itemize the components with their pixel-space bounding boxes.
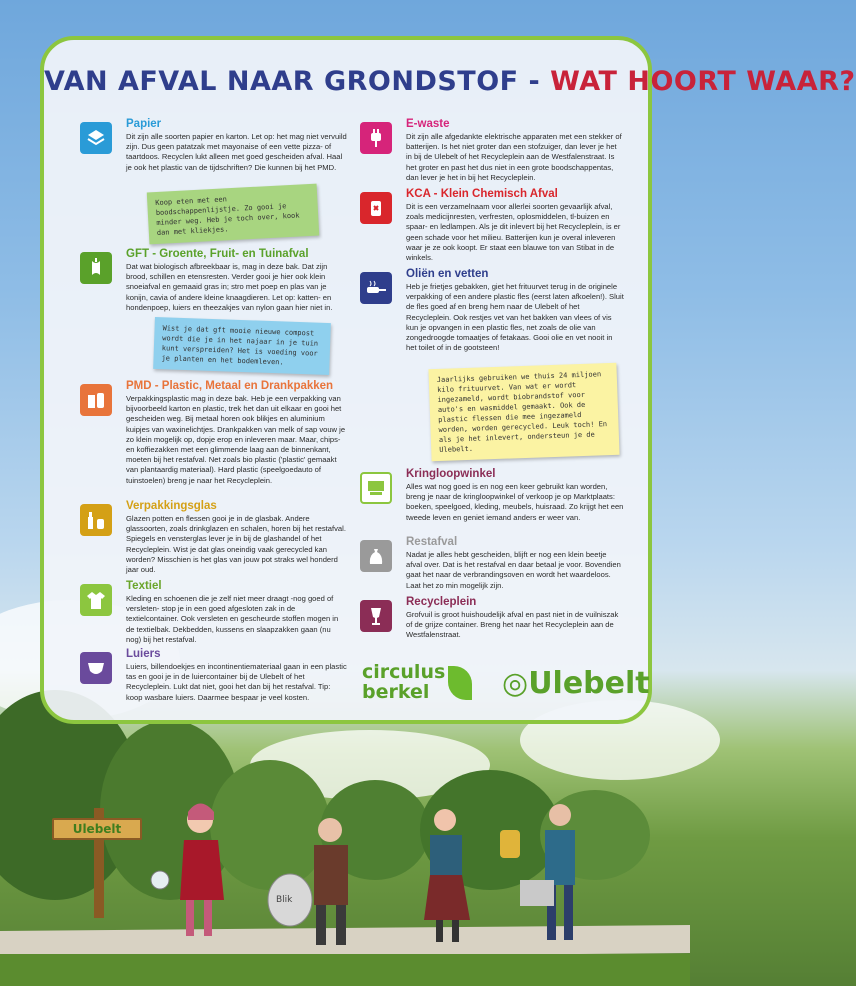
entry-text: Verpakkingsplastic mag in deze bak. Heb je een verpakking van bijvoorbeeld karton en plastic, trek het dan uit elkaar en gooi het gescheiden weg. Bij metaal horen ook blikjes en aluminium kuipjes van waxinelichtjes. Drankpakken van melk of sap vouw je zo klein mogelijk op, dopje erop en inleveren maar. Maar, chips- en koffiezakken met een glimmende laag aan de binnenkant, moeten bij het restafval. Net zoals bio plastic ('plastic' gemaakt van plantaardig materiaal). Hard plastic (speelgoedauto of tuinstoelen) breng je naar het Recycleplein.	[126, 394, 346, 485]
frying-pan-icon	[360, 272, 392, 304]
woman-blue-top	[424, 809, 470, 942]
entry-heading: Verpakkingsglas	[126, 500, 217, 512]
entry-text: Dit is een verzamelnaam voor allerlei soorten gevaarlijk afval, zoals medicijnresten, verfresten, oplosmiddelen, tl-buizen en spaar- en ledlampen. Als je dit inlevert bij het Recycleplein, is er geen schade voor het milieu. Batterijen kun je overal inleveren waar je ze ook koopt. Er staat een blauwe ton van Stibat in de winkels.	[406, 202, 621, 263]
info-panel	[40, 36, 856, 724]
tip-note-blue: Wist je dat gft mooie nieuwe compost wordt die je in het najaar in je tuin kunt verspreiden? Het is voeding voor je planten en het bodemleven.	[153, 317, 331, 375]
woman-red-dress	[151, 804, 224, 937]
grass	[0, 954, 690, 986]
entry-heading: Papier	[126, 118, 162, 130]
entry-heading: Recycleplein	[406, 596, 477, 608]
logo-line2: berkel	[362, 681, 430, 703]
logo-line1: circulus	[362, 661, 446, 683]
entry-text: Grofvuil is groot huishoudelijk afval en past niet in de vuilniszak of de grijze container. Breng het naar het Recycleplein aan de Westfalenstraat.	[406, 610, 619, 640]
entry-text: Dit zijn alle afgedankte elektrische apparaten met een stekker of batterijen. Is het niet groter dan een stofzuiger, dan lever je het in bij de Ulebelt of het Recycleplein aan de Westfalenstraat. Is het groter en past het dus niet in een grote boodschappentas, dan lever je het in bij het Recycleplein.	[406, 132, 622, 182]
title-separator: -	[528, 66, 541, 97]
man-hat-jar	[500, 804, 575, 940]
apple-core-icon	[80, 252, 112, 284]
entry-heading: Restafval	[406, 536, 458, 548]
title-part2: WAT HOORT WAAR?	[550, 66, 856, 97]
plug-icon	[360, 122, 392, 154]
entry-text: Luiers, billendoekjes en incontinentiemateriaal gaan in een plastic tas en gooi je in de luiercontainer bij de Ulebelt of het Recycleplein. Lukt dat niet, gooi het dan bij het restafval. Tip: koop wasbare luiers. Daarmee bespaar je veel kosten.	[126, 662, 347, 702]
ulebelt-logo	[502, 666, 650, 701]
entry-text: Kleding en schoenen die je zelf niet meer draagt -nog goed of versleten- stop je in een goed afgesloten zak in de textielcontainer. Ook versleten en gescheurde stoffen mogen in de textielbak. Dekbedden, kussens en slaapzakken gaan (nu nog) bij het restafval.	[126, 594, 339, 644]
entry-heading: Oliën en vetten	[406, 268, 489, 280]
paper-icon	[80, 122, 112, 154]
diaper-icon	[80, 652, 112, 684]
packaging-icon	[80, 384, 112, 416]
bag-label: Blik	[276, 895, 293, 905]
entry-heading: E-waste	[406, 118, 450, 130]
entry-heading: Luiers	[126, 648, 161, 660]
entry-text: Nadat je alles hebt gescheiden, blijft er nog een klein beetje afval over. Dat is het restafval en daar betaal je voor. Bovendien gaat het naar de verbrandingsoven en wordt het waardeloos. Laat het zo min mogelijk zijn.	[406, 550, 621, 590]
tip-note-yellow: Jaarlijks gebruiken we thuis 24 miljoen kilo frituurvet. Van wat er wordt ingezameld, wordt biobrandstof voor auto's en wasmiddel gemaakt. Ook de plastic flessen die mee ingezameld worden, worden gerecycled. Leuk toch! En als je het inlevert, ondersteun je de Ulebelt.	[428, 363, 619, 462]
page-title	[44, 66, 856, 97]
glass-icon	[360, 600, 392, 632]
entry-text: Heb je frietjes gebakken, giet het frituurvet terug in de originele verpakking of een andere plastic fles (eerst laten afkoelen!). Sluit de fles goed af en breng hem naar de Ulebelt of het Recycleplein. Ook restjes vet van het bakken van vlees of vis kun je opvangen in een plastic fles, net zoals de olie van zongedroogde tomaatjes of fetakaas. Gooi olie en vet nooit in het toilet of in de gootsteen!	[406, 282, 624, 353]
entry-heading: Kringloopwinkel	[406, 468, 496, 480]
tip-note-green: Koop eten met een boodschappenlijstje. Zo gooi je minder weg. Heb je toch over, kook dan met kliekjes.	[147, 184, 319, 245]
recycle-shop-icon	[360, 472, 392, 504]
ulebelt-sign: Ulebelt	[52, 818, 142, 840]
title-part1: VAN AFVAL NAAR GRONDSTOF	[44, 66, 519, 97]
entry-heading: KCA - Klein Chemisch Afval	[406, 188, 558, 200]
entry-heading: PMD - Plastic, Metaal en Drankpakken	[126, 380, 334, 392]
man-grey-coat	[268, 818, 348, 945]
entry-text: Dit zijn alle soorten papier en karton. Let op: het mag niet vervuild zijn. Dus geen patatzak met mayonaise of een vette pizza- of taartdoos. Recyclen lukt alleen met goed gescheiden afval. Haal je ook het plastic van de tijdschriften? Die kunnen bij het PMD.	[126, 132, 347, 172]
bottles-icon	[80, 504, 112, 536]
entry-heading: GFT - Groente, Fruit- en Tuinafval	[126, 248, 309, 260]
trash-bag-icon	[360, 540, 392, 572]
leaf-icon	[448, 666, 472, 700]
chemical-icon	[360, 192, 392, 224]
circulus-berkel-logo	[362, 662, 445, 702]
entry-text: Dat wat biologisch afbreekbaar is, mag in deze bak. Dat zijn brood, schillen en etensresten. Verder gooi je hier ook klein snoeiafval en gemaaid gras in; stro met poep en plas van je konijn, cavia of andere kleine knaagdieren. Let op: katten- en hondenpoep, luiers en theezakjes van nylon gaan hier niet in.	[126, 262, 333, 312]
walking-people-illustration	[140, 790, 620, 950]
entry-text: Alles wat nog goed is en nog een keer gebruikt kan worden, breng je naar de kringloopwinkel of verkoop je op Marktplaats: boeken, speelgoed, kleding, meubels, huisraad. Zo krijgt het een tweede leven en geniet iemand anders er weer van.	[406, 482, 624, 522]
entry-heading: Textiel	[126, 580, 162, 592]
entry-text: Glazen potten en flessen gooi je in de glasbak. Andere glassoorten, zoals drinkglazen en schalen, horen bij het restafval. Spiegels en vensterglas lever je in bij de glashandel of het Recycleplein. Wist je dat glas oneindig vaak gerecycled kan worden? Misschien is het glas van jouw pot straks wel honderd jaar oud.	[126, 514, 346, 575]
shirt-icon	[80, 584, 112, 616]
logo-text: Ulebelt	[528, 666, 650, 701]
owl-icon: ◎	[502, 666, 529, 701]
